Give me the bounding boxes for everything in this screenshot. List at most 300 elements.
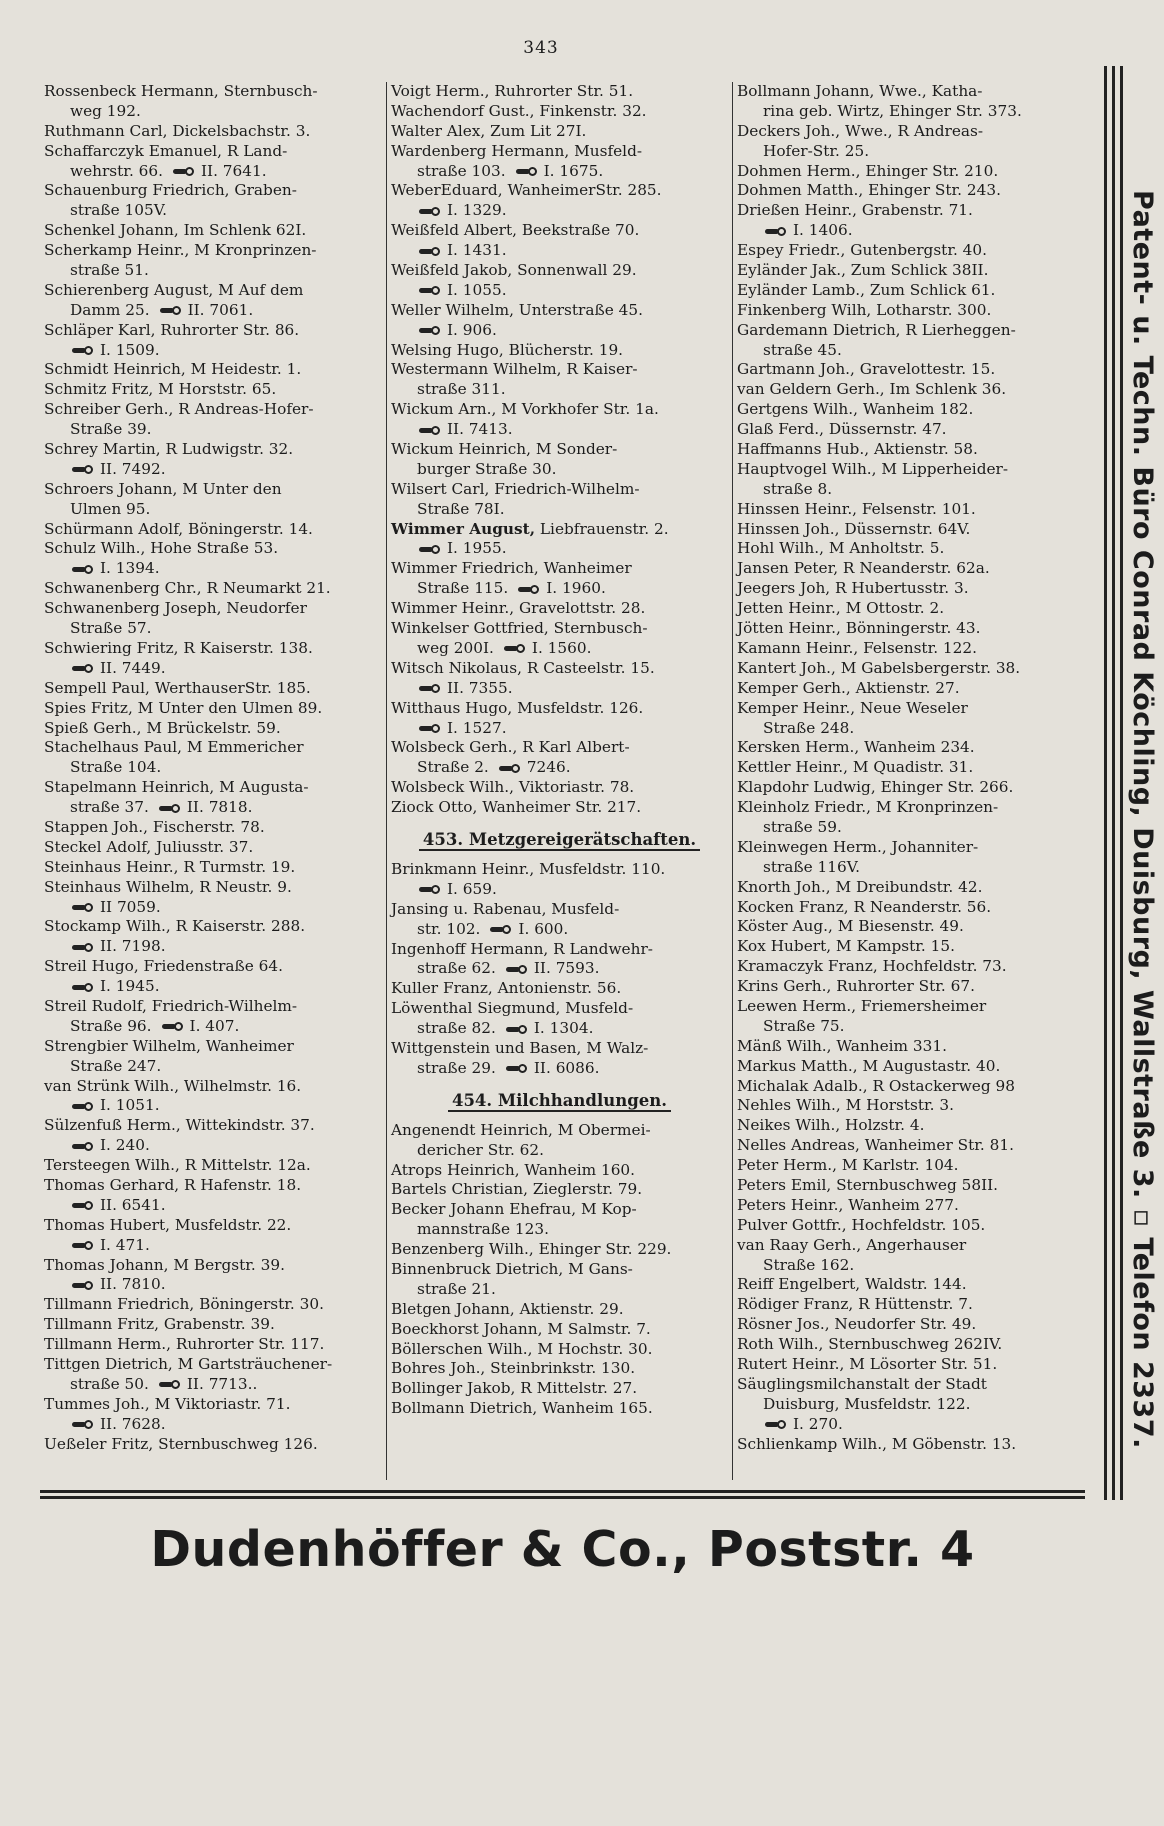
entry-text: Tillmann Herm., Ruhrorter Str. 117.: [44, 1335, 325, 1354]
entry-line: [44, 738, 382, 758]
telephone-number: II 7059.: [100, 897, 161, 916]
entry-text: Wolsbeck Wilh., Viktoriastr. 78.: [391, 778, 635, 797]
entry-line: [737, 659, 1074, 679]
entry-continuation-line: [44, 798, 382, 818]
entry-line: [44, 1395, 382, 1415]
telephone-number: II. 7413.: [447, 420, 513, 439]
entry-text: Spies Fritz, M Unter den Ulmen 89.: [44, 698, 323, 717]
telephone-number: I. 659.: [447, 879, 497, 898]
telephone-icon: [72, 1142, 94, 1151]
entry-continuation-line: [391, 579, 728, 599]
entry-continuation-line: [44, 162, 382, 182]
entry-continuation-line: [391, 380, 728, 400]
entry-text: Becker Johann Ehefrau, M Kop-: [391, 1200, 637, 1219]
sidebar-ad-text: Patent- u. Techn. Büro Conrad Köchling, Duisburg, Wallstraße 3. ▫ Telefon 2337.: [1127, 190, 1158, 1449]
directory-column-2: [386, 82, 732, 1480]
telephone-icon: [159, 804, 181, 813]
sidebar-rule: [1104, 66, 1107, 1500]
entry-line: [737, 281, 1074, 301]
telephone-number: I. 1527.: [447, 718, 507, 737]
entry-continuation-line: [44, 201, 382, 221]
entry-line: [44, 838, 382, 858]
entry-text: Thomas Hubert, Musfeldstr. 22.: [44, 1215, 292, 1234]
entry-text: Michalak Adalb., R Ostackerweg 98: [737, 1076, 1015, 1095]
entry-line: [44, 1435, 382, 1455]
sidebar-rule: [1112, 66, 1115, 1500]
entry-line: [737, 1315, 1074, 1335]
entry-text: Wickum Arn., M Vorkhofer Str. 1a.: [391, 400, 659, 419]
entry-text: Reiff Engelbert, Waldstr. 144.: [737, 1275, 967, 1294]
telephone-number: I. 1055.: [447, 280, 507, 299]
entry-line: [44, 380, 382, 400]
entry-line: [737, 181, 1074, 201]
entry-line: [391, 659, 728, 679]
entry-text: Kemper Gerh., Aktienstr. 27.: [737, 678, 960, 697]
entry-text: Schenkel Johann, Im Schlenk 62I.: [44, 221, 307, 240]
entry-line: [44, 878, 382, 898]
entry-text: Benzenberg Wilh., Ehinger Str. 229.: [391, 1240, 672, 1259]
entry-text: Spieß Gerh., M Brückelstr. 59.: [44, 718, 281, 737]
telephone-number: I. 1960.: [546, 579, 606, 598]
entry-continuation-line: [391, 1220, 728, 1240]
entry-line: [391, 940, 728, 960]
entry-continuation-line: [44, 659, 382, 679]
entry-line: [44, 679, 382, 699]
entry-line: [737, 1057, 1074, 1077]
entry-continuation-line: [391, 201, 728, 221]
entry-text: straße 45.: [763, 340, 842, 359]
entry-line: [391, 619, 728, 639]
entry-text: Brinkmann Heinr., Musfeldstr. 110.: [391, 859, 666, 878]
entry-line: [737, 1435, 1074, 1455]
telephone-icon: [419, 247, 441, 256]
entry-text: Kantert Joh., M Gabelsbergerstr. 38.: [737, 658, 1021, 677]
telephone-number: II. 6086.: [533, 1058, 600, 1077]
entry-text: Schroers Johann, M Unter den: [44, 479, 282, 498]
entry-text: Westermann Wilhelm, R Kaiser-: [391, 360, 638, 379]
entry-line: [737, 957, 1074, 977]
entry-line: [391, 1240, 728, 1260]
entry-text: Jansen Peter, R Neanderstr. 62a.: [737, 559, 990, 578]
entry-line: [44, 1295, 382, 1315]
telephone-number: I. 1329.: [447, 201, 507, 220]
entry-text: Rutert Heinr., M Lösorter Str. 51.: [737, 1355, 998, 1373]
entry-continuation-line: [391, 719, 728, 739]
telephone-icon: [72, 983, 94, 992]
entry-continuation-line: [391, 920, 728, 940]
entry-text: Espey Friedr., Gutenbergstr. 40.: [737, 241, 988, 260]
entry-line: [737, 997, 1074, 1017]
entry-text: Kamann Heinr., Felsenstr. 122.: [737, 638, 977, 657]
entry-line: [44, 699, 382, 719]
entry-line: [44, 1156, 382, 1176]
entry-text: Weißfeld Albert, Beekstraße 70.: [391, 221, 640, 240]
entry-text: Witthaus Hugo, Musfeldstr. 126.: [391, 698, 644, 717]
entry-line: [44, 321, 382, 341]
entry-text: Straße 39.: [70, 420, 152, 439]
entry-text: Ziock Otto, Wanheimer Str. 217.: [391, 798, 642, 817]
entry-text: Straße 57.: [70, 619, 152, 638]
entry-line: [737, 579, 1074, 599]
entry-text: Jetten Heinr., M Ottostr. 2.: [737, 599, 945, 618]
entry-line: [44, 639, 382, 659]
section-heading: [391, 826, 728, 854]
entry-line: [737, 1236, 1074, 1256]
entry-continuation-line: [737, 221, 1074, 241]
footer-rule: [40, 1490, 1085, 1493]
entry-text: Straße 248.: [763, 718, 855, 737]
entry-text: Wardenberg Hermann, Musfeld-: [391, 141, 643, 160]
entry-continuation-line: [44, 898, 382, 918]
entry-line: [737, 1136, 1074, 1156]
entry-line: [737, 1096, 1074, 1116]
entry-text: Kemper Heinr., Neue Weseler: [737, 698, 968, 717]
entry-line: [391, 1180, 728, 1200]
entry-continuation-line: [391, 539, 728, 559]
entry-text: straße 105V.: [70, 201, 167, 220]
entry-continuation-line: [44, 758, 382, 778]
entry-text: Bollinger Jakob, R Mittelstr. 27.: [391, 1379, 638, 1398]
entry-line: [391, 1200, 728, 1220]
telephone-icon: [72, 1201, 94, 1210]
entry-line: [44, 122, 382, 142]
entry-line: [737, 1116, 1074, 1136]
entry-text: Steckel Adolf, Juliusstr. 37.: [44, 837, 254, 856]
entry-text: Krins Gerh., Ruhrorter Str. 67.: [737, 977, 975, 996]
entry-line: [737, 559, 1074, 579]
telephone-icon: [72, 565, 94, 574]
entry-line: [391, 400, 728, 420]
entry-continuation-line: [44, 301, 382, 321]
entry-line: [44, 917, 382, 937]
entry-line: [391, 900, 728, 920]
entry-line: [391, 1260, 728, 1280]
entry-text: dericher Str. 62.: [417, 1140, 545, 1159]
section-heading-text: 454. Milchhandlungen.: [448, 1091, 671, 1112]
telephone-number: II. 7492.: [100, 459, 166, 478]
entry-continuation-line: [44, 1375, 382, 1395]
sidebar-advertisement: [1082, 60, 1164, 1500]
entry-text: Wilsert Carl, Friedrich-Wilhelm-: [391, 479, 640, 498]
entry-line: [737, 1355, 1074, 1375]
entry-continuation-line: [737, 341, 1074, 361]
telephone-number: I. 1955.: [447, 539, 507, 558]
entry-text: Tittgen Dietrich, M Gartsträuchener-: [44, 1355, 333, 1373]
telephone-number: II. 7449.: [100, 658, 166, 677]
telephone-number: I. 1051.: [100, 1096, 160, 1115]
entry-line: [44, 997, 382, 1017]
entry-text: Damm 25.: [70, 300, 150, 319]
telephone-number: I. 600.: [518, 919, 569, 938]
entry-text: Pulver Gottfr., Hochfeldstr. 105.: [737, 1215, 986, 1234]
telephone-number: II. 7355.: [447, 678, 513, 697]
entry-line: [44, 1077, 382, 1097]
entry-line: [737, 420, 1074, 440]
telephone-number: I. 407.: [189, 1016, 240, 1035]
entry-line: [737, 898, 1074, 918]
entry-continuation-line: [391, 500, 728, 520]
entry-line: [737, 82, 1074, 102]
entry-text: Glaß Ferd., Düssernstr. 47.: [737, 420, 947, 439]
telephone-number: I. 906.: [447, 320, 497, 339]
telephone-icon: [499, 764, 521, 773]
entry-line: [44, 221, 382, 241]
entry-line: [44, 181, 382, 201]
entry-line: [44, 858, 382, 878]
entry-line: [737, 241, 1074, 261]
entry-text: Wimmer Heinr., Gravelottstr. 28.: [391, 599, 646, 618]
entry-text: Tummes Joh., M Viktoriastr. 71.: [44, 1394, 291, 1413]
entry-text: Bollmann Dietrich, Wanheim 165.: [391, 1399, 653, 1418]
entry-text: Nehles Wilh., M Horststr. 3.: [737, 1096, 954, 1115]
entry-text: Walter Alex, Zum Lit 27I.: [391, 121, 587, 140]
telephone-icon: [72, 1420, 94, 1429]
entry-text: burger Straße 30.: [417, 459, 557, 478]
entry-line: [391, 979, 728, 999]
entry-continuation-line: [737, 1256, 1074, 1276]
entry-line: [44, 818, 382, 838]
entry-text: Schwanenberg Joseph, Neudorfer: [44, 599, 307, 618]
entry-text: Schrey Martin, R Ludwigstr. 32.: [44, 440, 294, 459]
entry-text: Mänß Wilh., Wanheim 331.: [737, 1036, 947, 1055]
telephone-icon: [504, 644, 526, 653]
telephone-icon: [419, 885, 441, 894]
entry-line: [44, 778, 382, 798]
entry-text: Deckers Joh., Wwe., R Andreas-: [737, 121, 984, 140]
entry-line: [391, 480, 728, 500]
entry-line: [737, 460, 1074, 480]
entry-line: [44, 1037, 382, 1057]
entry-line: [391, 559, 728, 579]
entry-text: Wittgenstein und Basen, M Walz-: [391, 1038, 649, 1057]
entry-continuation-line: [391, 420, 728, 440]
entry-continuation-line: [44, 1275, 382, 1295]
entry-line: [737, 1335, 1074, 1355]
telephone-number: II. 7628.: [100, 1414, 166, 1433]
entry-line: [391, 1379, 728, 1399]
entry-text: Straße 78I.: [417, 499, 505, 518]
entry-text: Dohmen Matth., Ehinger Str. 243.: [737, 181, 1001, 200]
entry-text: Eyländer Lamb., Zum Schlick 61.: [737, 280, 996, 299]
entry-line: [44, 719, 382, 739]
telephone-icon: [72, 1281, 94, 1290]
entry-text: Thomas Gerhard, R Hafenstr. 18.: [44, 1175, 302, 1194]
entry-text: Steinhaus Wilhelm, R Neustr. 9.: [44, 877, 292, 896]
entry-line: [737, 738, 1074, 758]
entry-text: Markus Matth., M Augustastr. 40.: [737, 1056, 1001, 1075]
entry-text: Kox Hubert, M Kampstr. 15.: [737, 937, 955, 956]
entry-line: [737, 1375, 1074, 1395]
entry-text: straße 311.: [417, 380, 506, 399]
entry-text: Streil Rudolf, Friedrich-Wilhelm-: [44, 996, 298, 1015]
entry-text: Neikes Wilh., Holzstr. 4.: [737, 1116, 925, 1135]
entry-text: Hinssen Joh., Düssernstr. 64V.: [737, 519, 971, 538]
entry-line: [44, 1256, 382, 1276]
entry-text: Ruthmann Carl, Dickelsbachstr. 3.: [44, 121, 311, 140]
telephone-icon: [490, 925, 512, 934]
entry-line: [737, 122, 1074, 142]
entry-text: straße 50.: [70, 1374, 149, 1393]
entry-line: [391, 1300, 728, 1320]
entry-text: Tersteegen Wilh., R Mittelstr. 12a.: [44, 1156, 311, 1175]
entry-text: Kuller Franz, Antonienstr. 56.: [391, 979, 622, 998]
telephone-number: II. 7810.: [100, 1275, 166, 1294]
entry-continuation-line: [44, 1236, 382, 1256]
entry-text: Stapelmann Heinrich, M Augusta-: [44, 778, 309, 797]
entry-text: Gertgens Wilh., Wanheim 182.: [737, 400, 974, 419]
entry-line: [737, 699, 1074, 719]
entry-continuation-line: [391, 241, 728, 261]
entry-line: [737, 1176, 1074, 1196]
entry-text: Drießen Heinr., Grabenstr. 71.: [737, 201, 973, 220]
entry-line: [391, 738, 728, 758]
entry-text: Hinssen Heinr., Felsenstr. 101.: [737, 499, 976, 518]
entry-text: straße 59.: [763, 817, 842, 836]
entry-line: [737, 1196, 1074, 1216]
entry-text: Ueßeler Fritz, Sternbuschweg 126.: [44, 1434, 318, 1453]
entry-line: [737, 261, 1074, 281]
telephone-number: II. 7061.: [187, 300, 254, 319]
entry-continuation-line: [44, 460, 382, 480]
entry-line: [737, 1077, 1074, 1097]
entry-line: [44, 579, 382, 599]
entry-line: [737, 1295, 1074, 1315]
footer-rule: [40, 1496, 1085, 1499]
telephone-number: I. 240.: [100, 1136, 150, 1155]
entry-text: Tillmann Friedrich, Böningerstr. 30.: [44, 1295, 324, 1314]
entry-continuation-line: [737, 858, 1074, 878]
entry-continuation-line: [391, 959, 728, 979]
entry-line: [391, 599, 728, 619]
entry-text: Hofer-Str. 25.: [763, 141, 870, 160]
entry-text: straße 37.: [70, 798, 149, 817]
entry-line: [737, 619, 1074, 639]
telephone-icon: [506, 1064, 528, 1073]
entry-text: Weißfeld Jakob, Sonnenwall 29.: [391, 261, 637, 280]
entry-continuation-line: [44, 261, 382, 281]
entry-text: Binnenbruck Dietrich, M Gans-: [391, 1259, 633, 1278]
entry-continuation-line: [391, 281, 728, 301]
entry-continuation-line: [44, 1057, 382, 1077]
entry-text: Köster Aug., M Biesenstr. 49.: [737, 917, 964, 936]
entry-text: Bollmann Johann, Wwe., Katha-: [737, 82, 983, 100]
entry-text: Wimmer Friedrich, Wanheimer: [391, 559, 632, 578]
entry-continuation-line: [44, 1096, 382, 1116]
entry-text: Leewen Herm., Friemersheimer: [737, 996, 987, 1015]
entry-text: Eyländer Jak., Zum Schlick 38II.: [737, 261, 989, 280]
entry-text: straße 29.: [417, 1058, 496, 1077]
telephone-number: I. 1509.: [100, 340, 160, 359]
entry-text: Straße 104.: [70, 758, 162, 777]
entry-line: [737, 380, 1074, 400]
entry-line: [391, 1039, 728, 1059]
entry-text: straße 51.: [70, 261, 149, 280]
entry-line: [44, 520, 382, 540]
entry-text: rina geb. Wirtz, Ehinger Str. 373.: [763, 101, 1022, 120]
entry-line: [391, 699, 728, 719]
entry-continuation-line: [391, 758, 728, 778]
telephone-icon: [419, 286, 441, 295]
entry-text: Stappen Joh., Fischerstr. 78.: [44, 817, 265, 836]
entry-line: [44, 1335, 382, 1355]
entry-text: Löwenthal Siegmund, Musfeld-: [391, 999, 634, 1018]
sidebar-rule: [1120, 66, 1123, 1500]
entry-text: wehrstr. 66.: [70, 161, 163, 180]
entry-line: [391, 301, 728, 321]
entry-text: Böllerschen Wilh., M Hochstr. 30.: [391, 1339, 653, 1358]
entry-text: Schmitz Fritz, M Horststr. 65.: [44, 380, 277, 399]
entry-text: Straße 247.: [70, 1056, 162, 1075]
entry-line: [737, 758, 1074, 778]
entry-line: [737, 500, 1074, 520]
entry-line: [737, 599, 1074, 619]
entry-line: [737, 201, 1074, 221]
entry-line: [44, 1116, 382, 1136]
entry-continuation-line: [44, 937, 382, 957]
telephone-number: II. 7593.: [533, 959, 600, 978]
entry-text: Peters Heinr., Wanheim 277.: [737, 1195, 959, 1214]
entry-continuation-line: [737, 818, 1074, 838]
entry-text: Schwanenberg Chr., R Neumarkt 21.: [44, 579, 331, 598]
entry-text: Boeckhorst Johann, M Salmstr. 7.: [391, 1319, 651, 1338]
entry-text: Wachendorf Gust., Finkenstr. 32.: [391, 101, 647, 120]
telephone-icon: [72, 465, 94, 474]
entry-text: Schauenburg Friedrich, Graben-: [44, 181, 297, 200]
entry-text: Atrops Heinrich, Wanheim 160.: [391, 1160, 636, 1179]
entry-text: Witsch Nikolaus, R Casteelstr. 15.: [391, 658, 655, 677]
entry-text: Schmidt Heinrich, M Heidestr. 1.: [44, 360, 302, 379]
entry-line: [44, 142, 382, 162]
entry-text: Straße 96.: [70, 1016, 152, 1035]
entry-text: straße 103.: [417, 161, 506, 180]
telephone-icon: [162, 1022, 184, 1031]
entry-line: [391, 122, 728, 142]
entry-text: Wolsbeck Gerh., R Karl Albert-: [391, 738, 630, 757]
entry-text: Straße 115.: [417, 579, 509, 598]
entry-continuation-line: [391, 162, 728, 182]
telephone-icon: [419, 207, 441, 216]
entry-text: Gartmann Joh., Gravelottestr. 15.: [737, 360, 996, 379]
entry-continuation-line: [737, 102, 1074, 122]
entry-line: [44, 1176, 382, 1196]
entry-text: Kramaczyk Franz, Hochfeldstr. 73.: [737, 957, 1007, 976]
telephone-icon: [419, 426, 441, 435]
entry-text: Roth Wilh., Sternbuschweg 262IV.: [737, 1335, 1003, 1354]
telephone-number: I. 1945.: [100, 977, 160, 996]
entry-text: van Geldern Gerh., Im Schlenk 36.: [737, 380, 1007, 399]
entry-continuation-line: [737, 480, 1074, 500]
telephone-number: I. 471.: [100, 1235, 150, 1254]
entry-text: weg 200I.: [417, 638, 494, 657]
entry-text: WeberEduard, WanheimerStr. 285.: [391, 181, 662, 200]
telephone-number: I. 1560.: [531, 638, 592, 657]
entry-continuation-line: [391, 1019, 728, 1039]
entry-line: [391, 999, 728, 1019]
entry-continuation-line: [44, 341, 382, 361]
telephone-number: II. 7198.: [100, 937, 166, 956]
telephone-number: I. 1406.: [793, 221, 853, 240]
entry-continuation-line: [391, 321, 728, 341]
entry-text: Ulmen 95.: [70, 499, 151, 518]
entry-line: [391, 181, 728, 201]
entry-continuation-line: [391, 1280, 728, 1300]
entry-continuation-line: [391, 679, 728, 699]
entry-continuation-line: [391, 460, 728, 480]
telephone-icon: [419, 684, 441, 693]
entry-line: [737, 1037, 1074, 1057]
entry-line: [737, 1275, 1074, 1295]
entry-text: Ingenhoff Hermann, R Landwehr-: [391, 939, 653, 958]
